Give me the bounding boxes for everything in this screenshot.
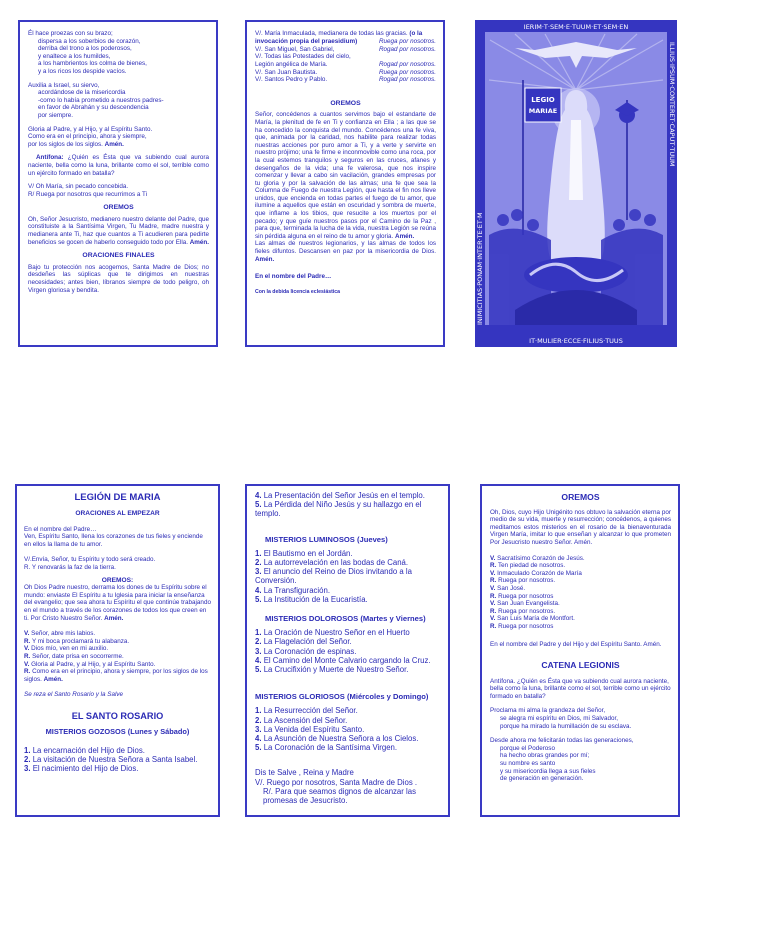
panel-misterios (245, 484, 450, 817)
salve-line: Dis te Salve , Reina y Madre (255, 768, 354, 778)
list-item: 4. La Presentación del Señor Jesús en el templo. (255, 491, 425, 500)
proclama-verses (490, 707, 671, 730)
gozosos-heading: MISTERIOS GOZOSOS (Lunes y Sábado) (45, 727, 190, 737)
response-line: R. Señor, date prisa en socorrerme. (24, 652, 124, 660)
list-item: 3. La Venida del Espíritu Santo. (255, 724, 365, 734)
gloria-line: por los siglos de los siglos. Amén. (28, 140, 124, 148)
response-line: R. Ten piedad de nosotros. (490, 562, 566, 570)
list-item: 4. El Camino del Monte Calvario cargando la Cruz. (255, 655, 431, 665)
panel-legion-de-maria (15, 484, 220, 817)
oraciones-heading: ORACIONES AL EMPEZAR (75, 510, 160, 517)
oremos-heading: OREMOS: (101, 576, 134, 584)
luminosos-heading: MISTERIOS LUMINOSOS (Jueves) (265, 534, 388, 544)
list-item: 3. El nacimiento del Hijo de Dios. (24, 764, 139, 774)
dolorosos-list (255, 628, 441, 674)
gloria-line: Gloria al Padre, y al Hijo, y al Espíritu Santo. (28, 125, 153, 133)
response-line: R. Ruega por nosotros (490, 592, 554, 600)
banner-legio: LEGIO (531, 96, 555, 104)
page-title: LEGIÓN DE MARIA (74, 492, 161, 503)
invocation: V/. Santos Pedro y Pablo. Rogad por nosotros. (255, 76, 436, 84)
verse: de generación en generación. (500, 775, 584, 783)
verse: y a los ricos los despide vacíos. (38, 67, 127, 75)
list-item: 2. La visitación de Nuestra Señora a Santa Isabel. (24, 755, 198, 765)
response-line: V. Señor, abre mis labios. (24, 630, 96, 638)
oremos-heading: OREMOS (103, 204, 134, 212)
response: R. Y renovarás la faz de la tierra. (24, 563, 116, 571)
verse: a los hambrientos los colma de bienes, (38, 60, 147, 68)
list-item: 4. La Asunción de Nuestra Señora a los Cielos. (255, 734, 419, 744)
verse: porque el Poderoso (500, 744, 555, 752)
response-line: R. Y mi boca proclamará tu alabanza. (24, 637, 130, 645)
response-line: R. Ruega por nosotros. (490, 607, 556, 615)
verse: se alegra mi espíritu en Dios, mi Salvador, (500, 715, 618, 723)
rosario-heading: EL SANTO ROSARIO (71, 710, 164, 721)
invocation: V/. María Inmaculada, medianera de todas las gracias. (o la invocación propia del praesidium) (255, 30, 423, 45)
invocation: V/. Todas las Potestades del cielo, (255, 53, 351, 61)
versicle: V/.Envía, Señor, tu Espíritu y todo será creado. (24, 556, 156, 564)
list-item: 3. La Coronación de espinas. (255, 646, 357, 656)
amen: Amén. (104, 140, 124, 148)
oremos-text: Oh Dios Padre nuestro, derrama los dones de tu Espíritu sobre el mundo: enviaste El Espíritu a tu Iglesia para iniciar la enseñanza del evangelio; que sea ahora tu Espíritu el que continúe trabajando en el mundo a través de los corazones de todos los que creen en ti. Por Cristo Nuestro Señor. Amén. (24, 584, 211, 622)
panel-oremos-prayer (245, 20, 445, 347)
verse: -como lo había prometido a nuestros padres- (38, 96, 164, 104)
response-line: V. San Luis María de Montfort. (490, 615, 575, 623)
bottom-inscription: IT·MULIER·ECCE·FILIUS·TUUS (529, 337, 623, 345)
list-item: 2. La Ascensión del Señor. (255, 715, 348, 725)
response-line: V. Dios mío, ven en mi auxilio. (24, 645, 109, 653)
intro-line: Ven, Espíritu Santo, llena los corazones de tus fieles y enciende en ellos la llama de tu amor. (24, 533, 203, 548)
versicle: V/ Oh María, sin pecado concebida. (28, 183, 129, 191)
gloria (28, 126, 209, 149)
oraciones-finales-heading: ORACIONES FINALES (82, 252, 155, 260)
gloria-line: Como era en el principio, ahora y siempre, (28, 133, 147, 141)
oremos-text: Oh, Dios, cuyo Hijo Unigénito nos obtuvo la salvación eterna por medio de su vida, muerte y resurrección; concédenos, a quienes meditamos estos misterios en el rosario de la bienaventurada Virgen María, imitar lo que enseñan y alcanzar lo que prometen Por Jesucristo nuestro Señor. Amén. (490, 508, 671, 546)
response: R/. Para que seamos dignos de alcanzar las promesas de Jesucristo. (263, 786, 416, 806)
rosario-note: Se reza el Santo Rosario y la Salve (24, 691, 124, 699)
list-item: 4. La Transfiguración. (255, 585, 330, 595)
verse: dispersa a los soberbios de corazón, (38, 37, 141, 45)
verse: y enaltece a los humildes, (38, 52, 111, 60)
desde-verses (490, 737, 671, 783)
response-line: V. Inmaculado Corazón de María (490, 569, 582, 577)
list-item: 1. La encarnación del Hijo de Dios. (24, 746, 145, 756)
intro-line: En el nombre del Padre… (24, 525, 97, 533)
verse: ha hecho obras grandes por mí; (500, 752, 590, 760)
response-line: V. Sacratísimo Corazón de Jesús. (490, 554, 585, 562)
verse: su nombre es santo (500, 760, 556, 768)
gozosos-list (24, 746, 211, 774)
dolorosos-heading: MISTERIOS DOLOROSOS (Martes y Viernes) (265, 614, 426, 624)
verse: derriba del trono a los poderosos, (38, 45, 132, 53)
oremos-heading: OREMOS (330, 99, 361, 107)
virgin-mary-illustration (475, 20, 677, 347)
oremos-text: Oh, Señor Jesucristo, medianero nuestro delante del Padre, que constituiste a la Santísima Virgen, Tu Madre, madre nuestra y medianera ante Ti, haz que cuantos a Ti acudieren para pedirte beneficios se gocen de haberlo conseguido todo por Ella. Amén. (28, 215, 209, 246)
antifona: Antífona. ¿Quién es Ésta que va subiendo cual aurora naciente, bella como la luna, brillante como el sol, terrible como un ejército formado en batalla? (490, 677, 671, 700)
antifona: Antífona: ¿Quién es Ésta que va subiendo cual aurora naciente, bella como la luna, brillante como el sol, terrible como un ejército formado en batalla? (28, 154, 209, 177)
panel-oremos-catena (480, 484, 680, 817)
verse: porque ha mirado la humillación de su esclava. (500, 722, 632, 730)
response-line: R. Ruega por nosotros. (490, 577, 556, 585)
verse: Él hace proezas con su brazo; (28, 30, 113, 37)
invocation: Ruega por nosotros. (378, 38, 436, 46)
list-item: 1. La Resurrección del Señor. (255, 706, 358, 716)
final-prayer: Bajo tu protección nos acogemos, Santa Madre de Dios; no desdeñes las súplicas que te dirigimos en nuestras necesidades; antes bien, líbranos siempre de todo peligro, oh Virgen gloriosa y bendita. (28, 263, 209, 294)
list-item: 5. La Coronación de la Santísima Virgen. (255, 743, 398, 753)
list-item: 5. La Crucifixión y Muerte de Nuestro Señor. (255, 665, 409, 675)
list-item: 2. La autorrevelación en las bodas de Caná. (255, 558, 409, 568)
responses (490, 555, 671, 631)
oremos-heading: OREMOS (561, 492, 600, 502)
invocation: Legión angélica de María. Rogad por nosotros. (255, 60, 436, 68)
response-line: R. Ruega por nosotros (490, 622, 554, 630)
catena-heading: CATENA LEGIONIS (541, 660, 620, 671)
en-nombre: En el nombre del Padre… (255, 273, 332, 281)
gloriosos-list (255, 706, 441, 752)
verse: en favor de Abrahán y su descendencia (38, 104, 149, 112)
almas-text: Las almas de nuestros legionarios, y las almas de todos los fieles difuntos. Descansen en paz por la misericordia de Dios. Amén. (255, 240, 436, 263)
invocation: V/. San Miguel, San Gabriel, Rogad por nosotros. (255, 45, 436, 53)
panel-catena-continuation (18, 20, 218, 347)
list-item: 3. El anuncio del Reino de Dios invitando a la Conversión. (255, 567, 412, 586)
response-line: V. Gloria al Padre, y al Hijo, y al Espíritu Santo. (24, 660, 156, 668)
oremos-text: Señor, concédenos a cuantos servimos bajo el estandarte de María, la plenitud de fe en Ti y confianza en Ella ; a las que se ha concedido la conquista del mundo. Concédenos una fe viva, que, animada por la caridad, nos habilite para realizar todas nuestras acciones por puro amor a Ti, y a verte y servirte en nuestro prójimo; una fe firme e inconmovible como una roca, por la cual estemos tranquilos y seguros en las cruces, afanes y desengaños de la vida; una fe valerosa, que nos inspire comenzar y llevar a cabo sin vacilación, grandes empresas por tu gloria y por la salvación de las almas; una fe que sea la Columna de Fuego de nuestra Legión, que hasta el fin nos lleve unidos, que encienda en todas partes el fuego de tu amor, que ilumine a aquellos que están en oscuridad y sombra de muerte, que inflame a los tibios, que resucite a los muertos por el pecado; y que guíe nuestros pasos por el Camino de la Paz , para que, terminada la lucha de la vida, nuestra Legión se reúna sin pérdida alguna en el reino de tu amor y gloria. Amén. (255, 111, 436, 240)
legio-mariae-image-panel (475, 20, 677, 347)
verse: Desde ahora me felicitarán todas las generaciones, (490, 737, 634, 745)
verse: y su misericordia llega a sus fieles (500, 767, 596, 775)
verse: Auxilia a Israel, su siervo, (28, 81, 100, 89)
list-item: 2. La Flagelación del Señor. (255, 637, 352, 647)
list-item: 5. La Pérdida del Niño Jesús y su hallazgo en el templo. (255, 500, 422, 519)
response-line: V. San Juan Evangelista. (490, 600, 560, 608)
list-item: 1. El Bautismo en el Jordán. (255, 548, 353, 558)
gloriosos-heading: MISTERIOS GLORIOSOS (Miércoles y Domingo) (255, 692, 429, 702)
list-item: 1. La Oración de Nuestro Señor en el Huerto (255, 628, 410, 638)
list-item: 5. La Institución de la Eucaristía. (255, 594, 368, 604)
left-inscription: INIMICITIAS·PONAM·INTER·TE·ET·M (476, 212, 484, 325)
licencia: Con la debida licencia eclesiástica (255, 288, 341, 295)
magnificat-verses (28, 30, 209, 76)
banner-mariae: MARIAE (528, 107, 558, 115)
response: R/ Ruega por nosotros que recurrimos a Ti (28, 190, 147, 198)
versicle: V/. Ruego por nosotros, Santa Madre de Dios . (255, 777, 418, 787)
verse: por siempre. (38, 111, 73, 119)
response-line: R. Como era en el principio, ahora y siempre, por los siglos de los siglos. Amén. (24, 668, 208, 683)
verse: acordándose de la misericordia (38, 89, 126, 97)
invocations (255, 30, 436, 84)
top-inscription: IERIM·T·SEM·E·TUUM·ET·SEM·EN (523, 23, 629, 31)
verse: Proclama mi alma la grandeza del Señor, (490, 707, 606, 715)
responses (24, 630, 211, 683)
invocation: V/. San Juan Bautista. Ruega por nosotros. (255, 68, 436, 76)
auxilia-verses (28, 82, 209, 120)
luminosos-list (255, 549, 441, 604)
response-line: V. San José. (490, 584, 526, 592)
right-inscription: ILLIUS·IPSUM·CONTERET·CAPUT·TUUM (668, 42, 676, 167)
en-nombre: En el nombre del Padre y del Hijo y del Espíritu Santo. Amén. (490, 640, 662, 648)
